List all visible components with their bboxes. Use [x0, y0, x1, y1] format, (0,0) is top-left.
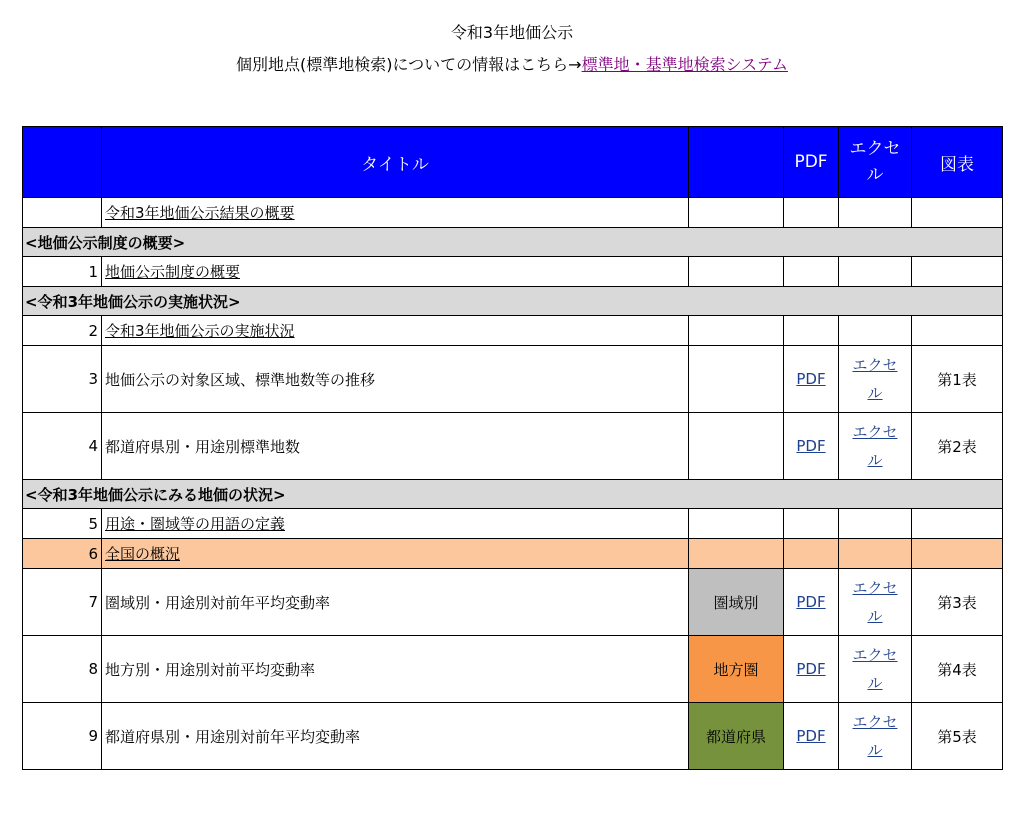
pdf-link[interactable]: PDF: [796, 727, 826, 745]
header-tag-cell: [689, 127, 784, 198]
pdf-link[interactable]: PDF: [796, 370, 826, 388]
search-system-link[interactable]: 標準地・基準地検索システム: [581, 55, 788, 74]
table-row: 7 圏域別・用途別対前年平均変動率 圏域別 PDF エクセ ル 第3表: [23, 569, 1003, 636]
section-row: [23, 287, 1003, 316]
table-row: 6 全国の概況: [23, 539, 1003, 569]
section-row: [23, 480, 1003, 509]
search-info-line: [0, 54, 1024, 76]
pdf-link[interactable]: PDF: [796, 593, 826, 611]
page-header: [0, 0, 1024, 76]
pdf-link[interactable]: PDF: [796, 660, 826, 678]
table-row: 1 地価公示制度の概要: [23, 257, 1003, 287]
header-num-cell: [23, 127, 102, 198]
page-title: 令和3年地価公示: [450, 23, 574, 42]
excel-link[interactable]: エクセ ル: [852, 423, 898, 469]
header-pdf: PDF: [784, 127, 839, 198]
header-title: タイトル: [102, 127, 689, 198]
search-info-text: 個別地点(標準地検索)についての情報はこちら→: [236, 55, 582, 74]
figure-label: 第5表: [912, 703, 1003, 770]
table-row: 3 地価公示の対象区域、標準地数等の推移 PDF エクセ ル 第1表: [23, 346, 1003, 413]
row-title: 地方別・用途別対前平均変動率: [102, 636, 689, 703]
row-title: 都道府県別・用途別標準地数: [102, 413, 689, 480]
excel-link[interactable]: エクセ ル: [852, 646, 898, 692]
row-link[interactable]: 地価公示制度の概要: [105, 263, 241, 281]
table-header-row: [23, 127, 1003, 198]
table-row: 8 地方別・用途別対前平均変動率 地方圏 PDF エクセ ル 第4表: [23, 636, 1003, 703]
region-tag: 地方圏: [689, 636, 784, 703]
section-title: <令和3年地価公示にみる地価の状況>: [23, 480, 1003, 509]
table-row: 5 用途・圏域等の用語の定義: [23, 509, 1003, 539]
table-row: 2 令和3年地価公示の実施状況: [23, 316, 1003, 346]
region-tag: 都道府県: [689, 703, 784, 770]
header-excel: エクセ ル: [839, 127, 912, 198]
section-title: <令和3年地価公示の実施状況>: [23, 287, 1003, 316]
excel-link[interactable]: エクセ ル: [852, 356, 898, 402]
figure-label: 第4表: [912, 636, 1003, 703]
excel-link[interactable]: エクセ ル: [852, 713, 898, 759]
row-title: 地価公示の対象区域、標準地数等の推移: [102, 346, 689, 413]
section-title: <地価公示制度の概要>: [23, 228, 1003, 257]
row-link[interactable]: 令和3年地価公示の実施状況: [105, 322, 295, 340]
pdf-link[interactable]: PDF: [796, 437, 826, 455]
row-title: 圏域別・用途別対前年平均変動率: [102, 569, 689, 636]
header-figure: 図表: [912, 127, 1003, 198]
publication-table: [22, 126, 1003, 770]
summary-link[interactable]: 令和3年地価公示結果の概要: [105, 204, 295, 222]
row-link[interactable]: 全国の概況: [105, 545, 181, 563]
region-tag: 圏域別: [689, 569, 784, 636]
table-row: 9 都道府県別・用途別対前年平均変動率 都道府県 PDF エクセ ル 第5表: [23, 703, 1003, 770]
excel-link[interactable]: エクセ ル: [852, 579, 898, 625]
table-row: [23, 198, 1003, 228]
figure-label: 第1表: [912, 346, 1003, 413]
figure-label: 第3表: [912, 569, 1003, 636]
table-row: 4 都道府県別・用途別標準地数 PDF エクセ ル 第2表: [23, 413, 1003, 480]
row-link[interactable]: 用途・圏域等の用語の定義: [105, 515, 286, 533]
section-row: [23, 228, 1003, 257]
figure-label: 第2表: [912, 413, 1003, 480]
row-title: 都道府県別・用途別対前年平均変動率: [102, 703, 689, 770]
